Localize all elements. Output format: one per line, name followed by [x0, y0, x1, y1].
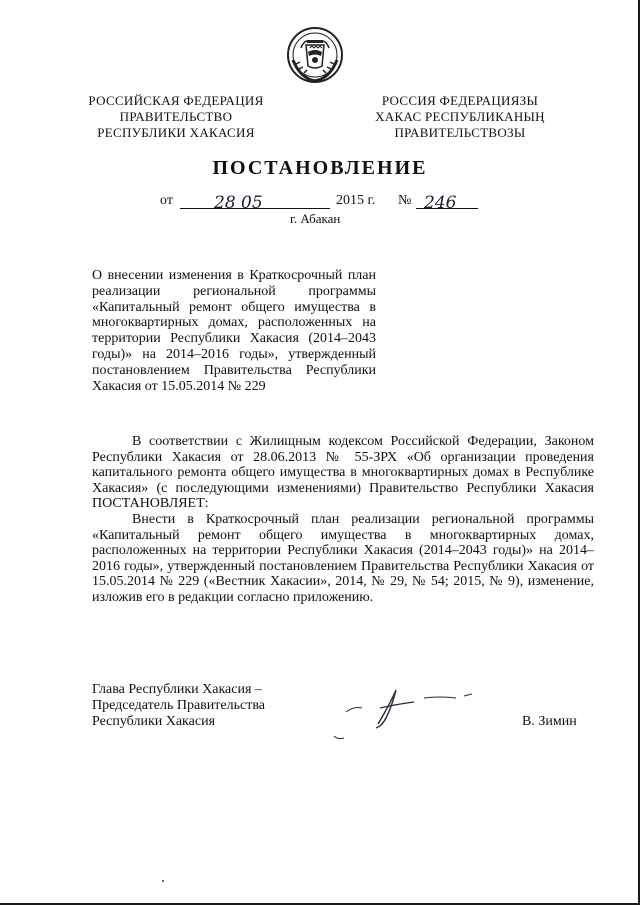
signatory-position-line: Председатель Правительства — [92, 698, 265, 713]
header-right-khakas — [350, 93, 570, 141]
header-right-line: РОССИЯ ФЕДЕРАЦИЯЗЫ — [381, 93, 539, 108]
coat-of-arms-emblem-icon — [286, 26, 344, 84]
handwritten-signature — [328, 684, 488, 744]
city-label: г. Абакан — [290, 211, 341, 226]
handwritten-number: 246 — [424, 193, 457, 213]
header-right-line: ПРАВИТЕЛЬСТВОЗЫ — [394, 125, 526, 140]
scan-speck — [162, 880, 164, 882]
date-prefix: от — [160, 193, 173, 208]
document-subject: О внесении изменения в Краткосрочный план реализации региональной программы «Капитальный ремонт общего имущества в многоквартирных домах, расположенных на территории Республики Хакасия (2014–2043 годы)» на 2014–2016 годы», утвержденный постановлением Правительства Республики Хакасия от 15.05.2014 № 229 — [92, 268, 376, 394]
document-body — [92, 434, 594, 606]
number-sign: № — [398, 193, 412, 208]
signatory-position-line: Глава Республики Хакасия – — [92, 682, 262, 697]
signatory-name: В. Зимин — [522, 714, 577, 729]
signatory-position — [92, 682, 332, 730]
header-left-line: РОССИЙСКАЯ ФЕДЕРАЦИЯ — [88, 93, 264, 108]
header-left-line: РЕСПУБЛИКИ ХАКАСИЯ — [97, 125, 255, 140]
body-paragraph: Внести в Краткосрочный план реализации региональной программы «Капитальный ремонт общего имущества в многоквартирных домах, расположенных на территории Республики Хакасия (2014–2043 годы)» на 2014–2016 годы», утвержденный постановлением Правительства Республики Хакасия от 15.05.2014 № 229 («Вестник Хакасии», 2014, № 29, № 54; 2015, № 9), изменение, изложив его в редакции согласно приложению. — [92, 511, 594, 605]
date-number-line — [160, 193, 520, 213]
header-left-line: ПРАВИТЕЛЬСТВО — [119, 109, 233, 124]
signatory-position-line: Республики Хакасия — [92, 714, 216, 729]
year-label: 2015 г. — [336, 193, 376, 208]
header-right-line: ХАКАС РЕСПУБЛИКАНЫҢ — [375, 109, 545, 124]
body-paragraph: В соответствии с Жилищным кодексом Российской Федерации, Законом Республики Хакасия от 28.06.2013 № 55-ЗРХ «Об организации проведения капитального ремонта общего имущества в многоквартирных домах в Республике Хакасия» (с последующими изменениями) Правительство Республики Хакасия ПОСТАНОВЛЯЕТ: — [92, 434, 594, 512]
handwritten-date: 28 05 — [214, 193, 263, 213]
document-title: ПОСТАНОВЛЕНИЕ — [212, 157, 428, 179]
header-left-russian — [66, 93, 286, 141]
